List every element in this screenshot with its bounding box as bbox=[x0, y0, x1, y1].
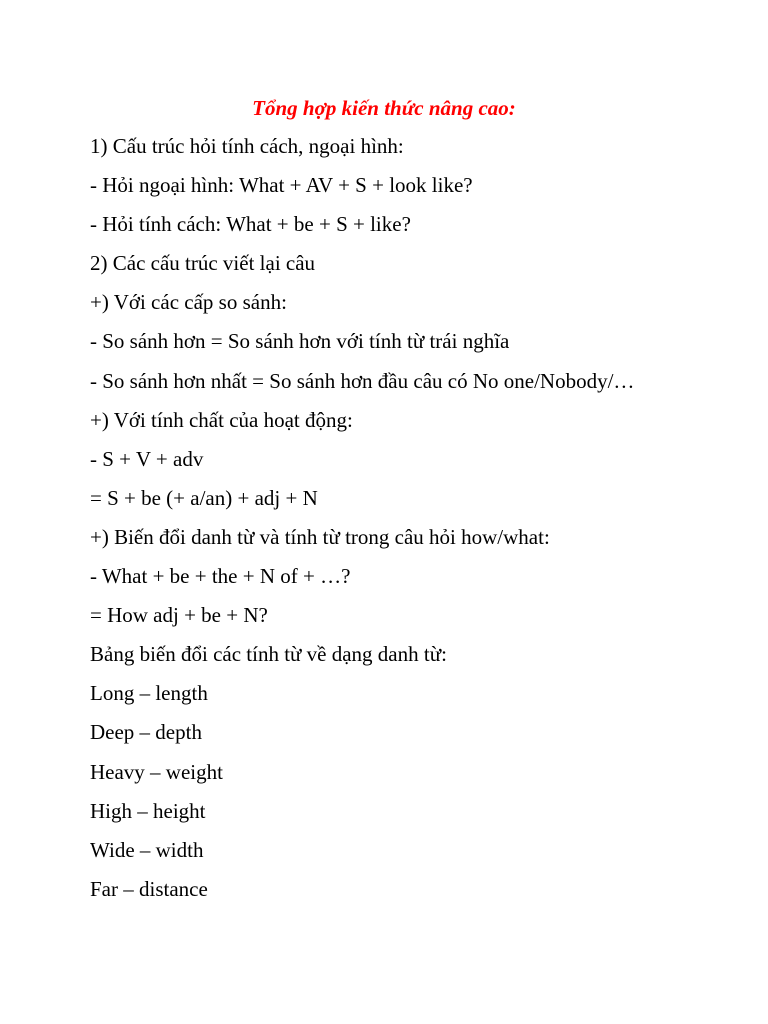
text-line: - What + be + the + N of + …? bbox=[90, 564, 351, 589]
text-line: - S + V + adv bbox=[90, 446, 204, 471]
document-title: Tổng hợp kiến thức nâng cao: bbox=[252, 96, 516, 120]
text-line: - So sánh hơn nhất = So sánh hơn đầu câu có No one/Nobody/… bbox=[90, 368, 635, 393]
text-line: Long – length bbox=[90, 681, 208, 706]
text-line: +) Với các cấp so sánh: bbox=[90, 290, 287, 315]
text-line: +) Biến đổi danh từ và tính từ trong câu hỏi how/what: bbox=[90, 524, 550, 549]
text-line: - Hỏi ngoại hình: What + AV + S + look like? bbox=[90, 173, 473, 198]
text-line: - Hỏi tính cách: What + be + S + like? bbox=[90, 212, 411, 237]
text-line: - So sánh hơn = So sánh hơn với tính từ trái nghĩa bbox=[90, 329, 510, 354]
text-line: Deep – depth bbox=[90, 720, 202, 745]
text-line: 1) Cấu trúc hỏi tính cách, ngoại hình: bbox=[90, 134, 404, 158]
document-body bbox=[90, 132, 740, 914]
text-line: Far – distance bbox=[90, 876, 208, 901]
text-line: Wide – width bbox=[90, 837, 204, 862]
text-line: = How adj + be + N? bbox=[90, 603, 268, 628]
text-line: 2) Các cấu trúc viết lại câu bbox=[90, 251, 316, 276]
text-line: = S + be (+ a/an) + adj + N bbox=[90, 485, 318, 510]
text-line: Bảng biến đổi các tính từ về dạng danh từ: bbox=[90, 642, 447, 667]
text-line: Heavy – weight bbox=[90, 759, 223, 784]
text-line: High – height bbox=[90, 798, 206, 823]
text-line: +) Với tính chất của hoạt động: bbox=[90, 407, 353, 432]
